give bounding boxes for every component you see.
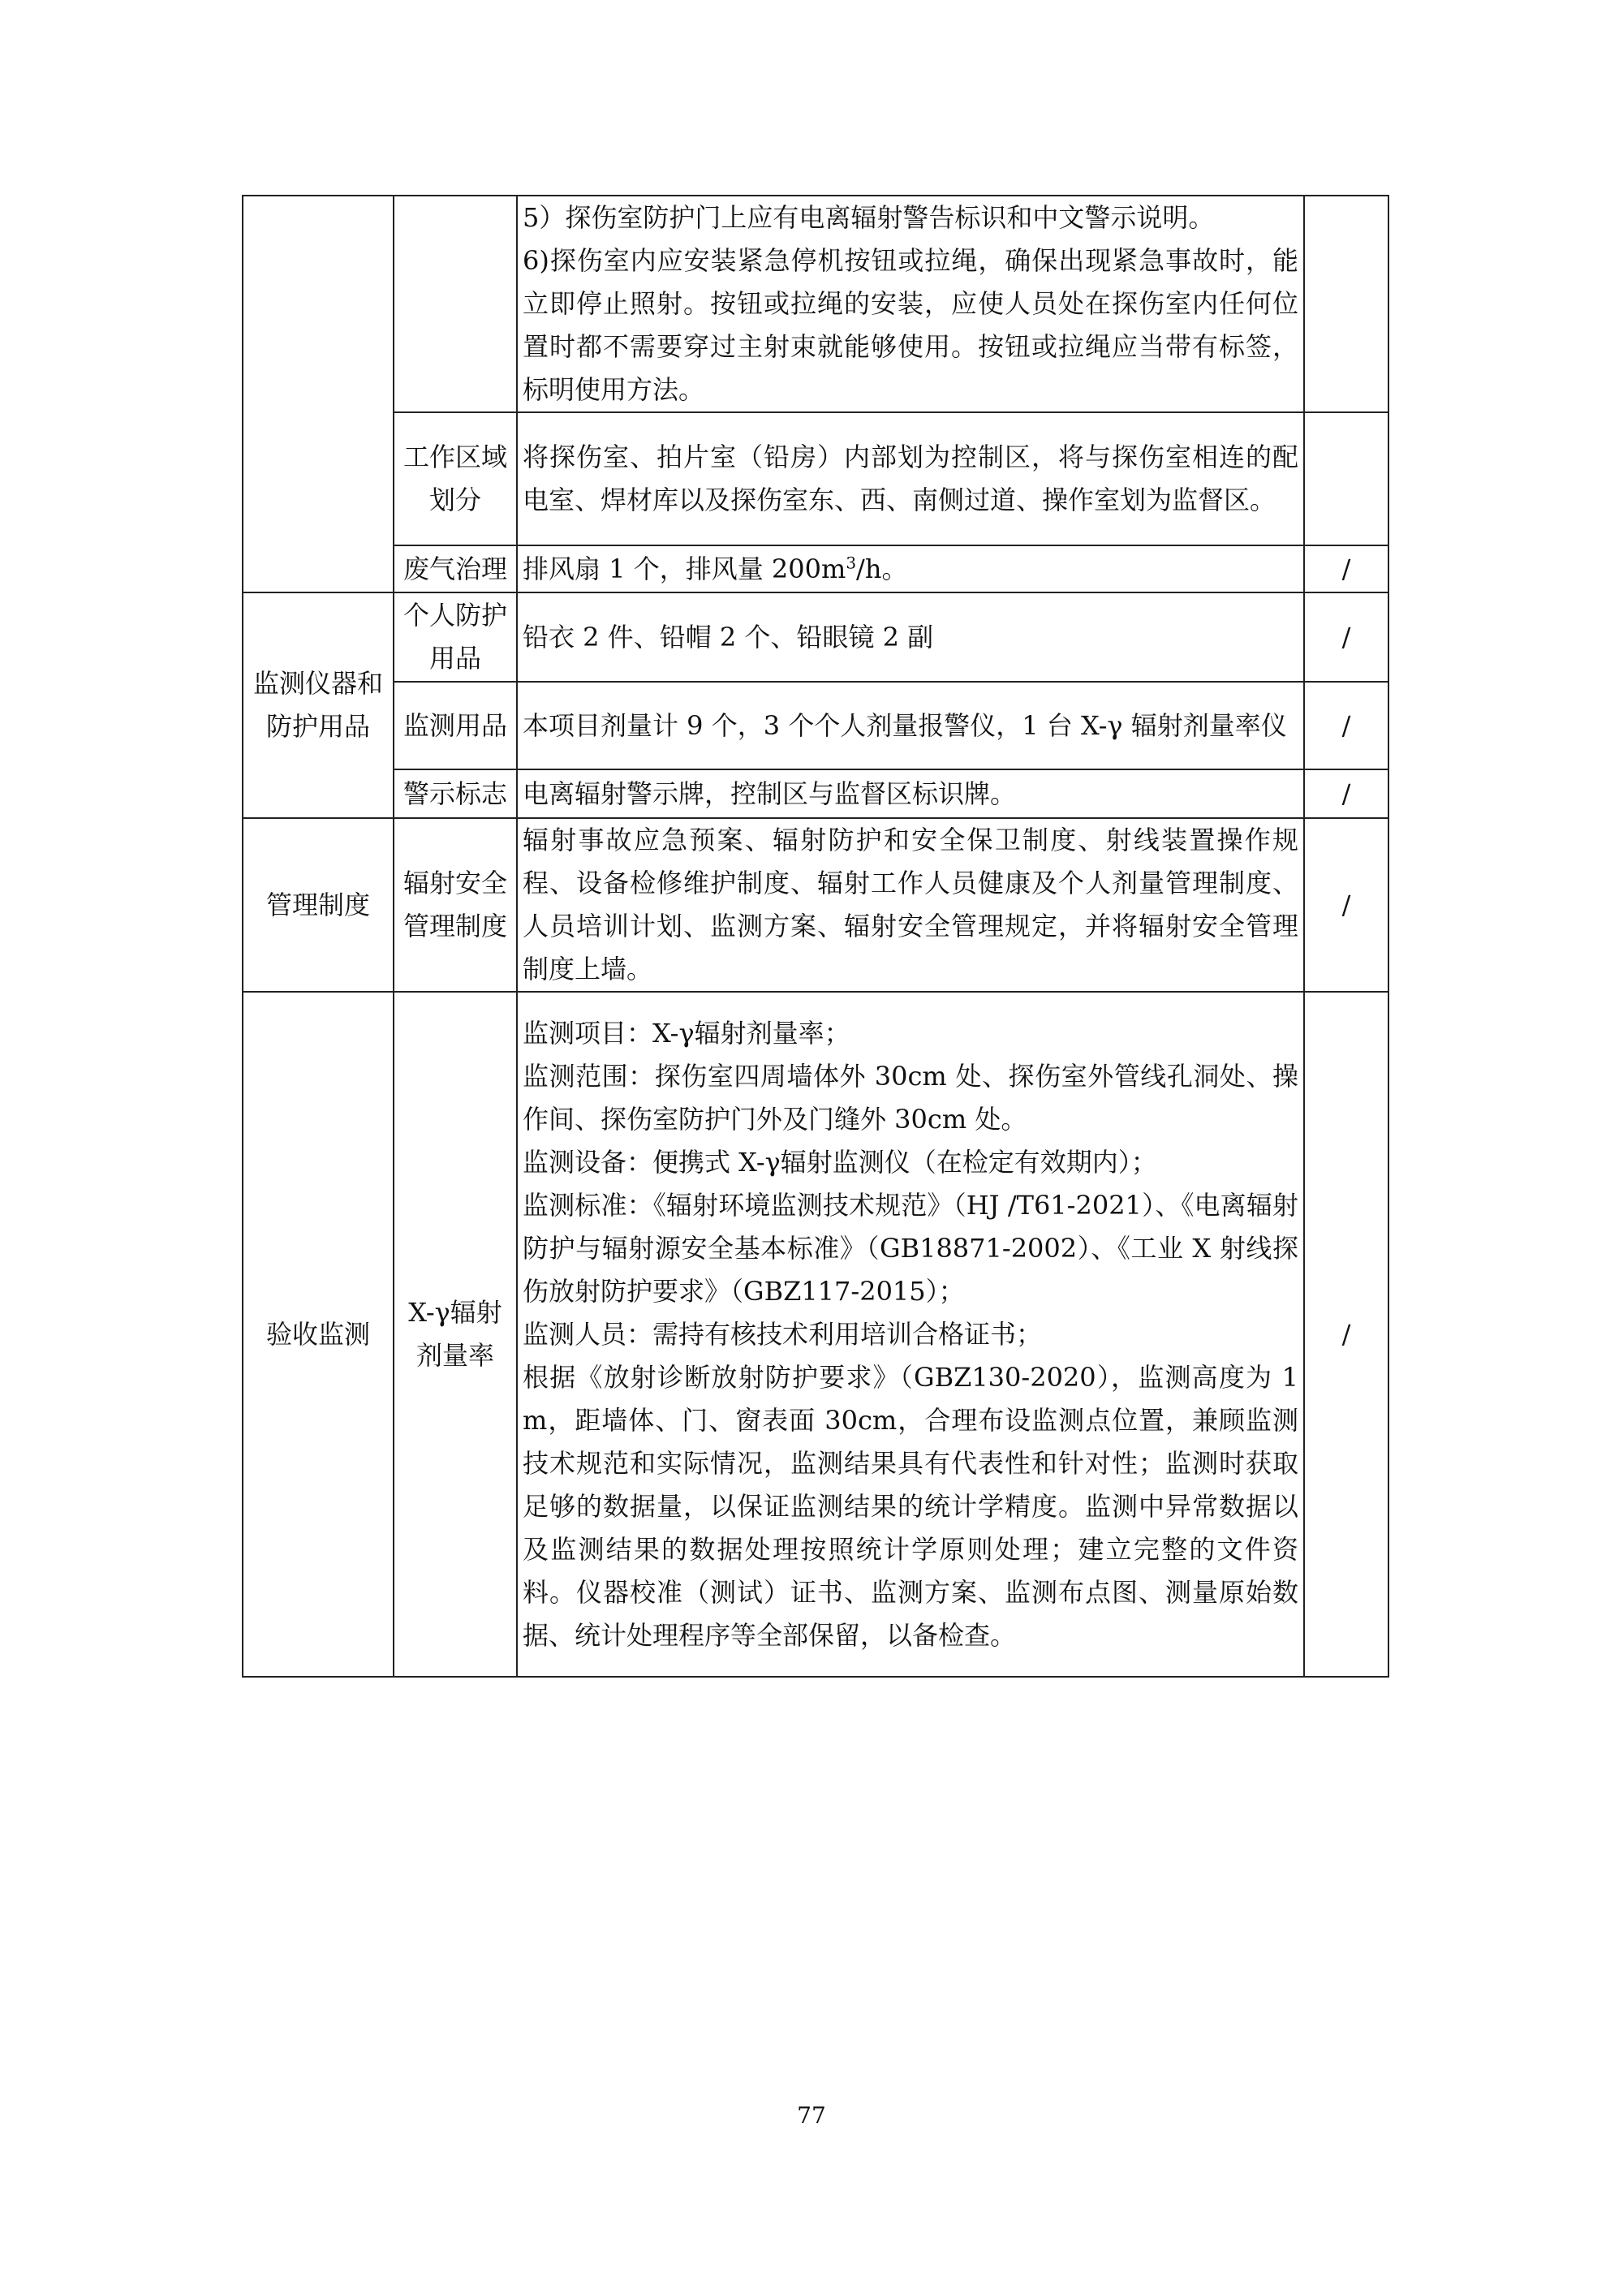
category-cell: 监测仪器和防护用品 (243, 592, 394, 818)
table-row (243, 769, 1388, 818)
content-line: 监测标准：《辐射环境监测技术规范》（HJ /T61-2021）、《电离辐射防护与辐射源安全基本标准》（GB18871-2002）、《工业 X 射线探伤放射防护要求》（GBZ117-2015）； (523, 1189, 1298, 1307)
note-cell: / (1304, 818, 1388, 992)
note-cell (1304, 196, 1388, 412)
content-line: 根据《放射诊断放射防护要求》（GBZ130-2020），监测高度为 1m，距墙体、门、窗表面 30cm，合理布设监测点位置，兼顾监测技术规范和实际情况，监测结果具有代表性和针对性；监测时获取足够的数据量，以保证监测结果的统计学精度。监测中异常数据以及监测结果的数据处理按照统计学原则处理；建立完整的文件资料。仪器校准（测试）证书、监测方案、监测布点图、测量原始数据、统计处理程序等全部保留，以备检查。 (523, 1361, 1298, 1651)
content-cell: 电离辐射警示牌，控制区与监督区标识牌。 (517, 769, 1304, 818)
content-line: 监测设备：便携式 X-γ辐射监测仪（在检定有效期内）； (523, 1146, 1157, 1178)
page-number: 77 (797, 2102, 826, 2129)
measures-table (242, 195, 1389, 1678)
table-row (243, 992, 1388, 1677)
content-line: 监测范围：探伤室四周墙体外 30cm 处、探伤室外管线孔洞处、操作间、探伤室防护门外及门缝外 30cm 处。 (523, 1060, 1298, 1135)
item-cell: 监测用品 (394, 682, 517, 769)
item-cell (394, 196, 517, 412)
note-cell: / (1304, 992, 1388, 1677)
item-cell: X-γ辐射剂量率 (394, 992, 517, 1677)
category-cell: 管理制度 (243, 818, 394, 992)
table-row (243, 545, 1388, 592)
item-cell: 废气治理 (394, 545, 517, 592)
content-line: 5）探伤室防护门上应有电离辐射警告标识和中文警示说明。 (523, 202, 1215, 233)
item-cell: 警示标志 (394, 769, 517, 818)
content-cell (517, 196, 1304, 412)
note-cell: / (1304, 592, 1388, 682)
superscript: 3 (846, 552, 857, 572)
note-cell: / (1304, 769, 1388, 818)
item-cell: 辐射安全管理制度 (394, 818, 517, 992)
category-cell: 验收监测 (243, 992, 394, 1677)
note-cell (1304, 412, 1388, 545)
content-line: 监测人员：需持有核技术利用培训合格证书； (523, 1318, 1043, 1350)
content-cell (517, 992, 1304, 1677)
content-cell: 本项目剂量计 9 个，3 个个人剂量报警仪，1 台 X-γ 辐射剂量率仪 (517, 682, 1304, 769)
table-row (243, 196, 1388, 412)
item-cell: 个人防护用品 (394, 592, 517, 682)
table-row (243, 592, 1388, 682)
category-cell (243, 196, 394, 592)
content-cell: 辐射事故应急预案、辐射防护和安全保卫制度、射线装置操作规程、设备检修维护制度、辐射工作人员健康及个人剂量管理制度、人员培训计划、监测方案、辐射安全管理规定，并将辐射安全管理制度上墙。 (517, 818, 1304, 992)
content-cell: 铅衣 2 件、铅帽 2 个、铅眼镜 2 副 (517, 592, 1304, 682)
content-line: 监测项目：X-γ辐射剂量率； (523, 1017, 850, 1049)
content-line: 6)探伤室内应安装紧急停机按钮或拉绳，确保出现紧急事故时，能立即停止照射。按钮或拉绳的安装，应使人员处在探伤室内任何位置时都不需要穿过主射束就能够使用。按钮或拉绳应当带有标签，标明使用方法。 (523, 245, 1298, 405)
note-cell: / (1304, 545, 1388, 592)
note-cell: / (1304, 682, 1388, 769)
content-text: /h。 (856, 553, 908, 584)
table-row (243, 818, 1388, 992)
content-cell (517, 545, 1304, 592)
item-cell: 工作区域划分 (394, 412, 517, 545)
table-row (243, 682, 1388, 769)
content-text: 排风扇 1 个，排风量 200m (523, 553, 846, 584)
table-row (243, 412, 1388, 545)
content-cell: 将探伤室、拍片室（铅房）内部划为控制区，将与探伤室相连的配电室、焊材库以及探伤室东、西、南侧过道、操作室划为监督区。 (517, 412, 1304, 545)
